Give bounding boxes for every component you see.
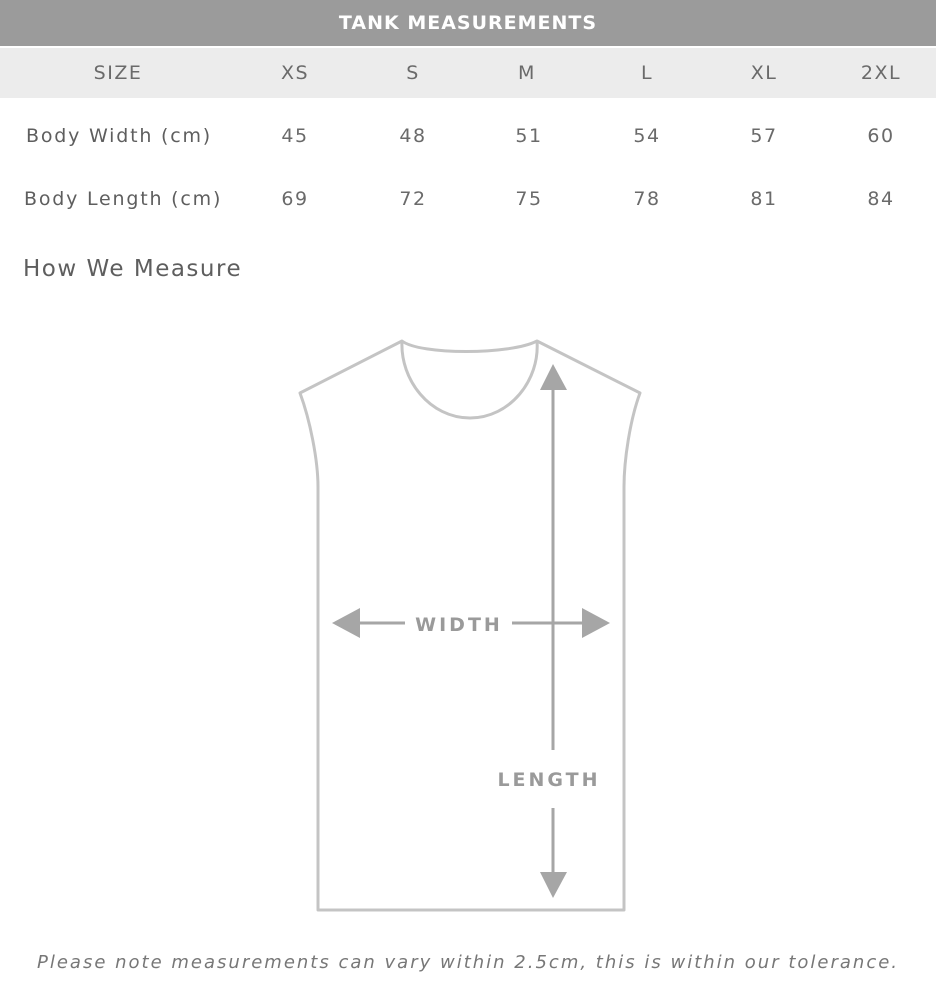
size-2xl: 2XL: [860, 62, 902, 84]
how-we-measure-heading: How We Measure: [23, 256, 243, 282]
size-m: M: [518, 62, 536, 84]
size-l: L: [640, 62, 654, 84]
width-arrow-right-head: [582, 608, 610, 638]
table-cell: 72: [399, 188, 427, 210]
length-label: LENGTH: [497, 769, 601, 791]
size-header-label: SIZE: [93, 62, 143, 84]
table-cell: 60: [867, 125, 895, 147]
table-cell: 54: [633, 125, 661, 147]
table-cell: 48: [399, 125, 427, 147]
table-cell: 45: [281, 125, 309, 147]
table-cell: 57: [750, 125, 778, 147]
row-label-body-width: Body Width (cm): [26, 125, 213, 147]
length-arrow: [540, 364, 567, 898]
table-cell: 84: [867, 188, 895, 210]
table-title: TANK MEASUREMENTS: [338, 12, 598, 34]
size-xl: XL: [750, 62, 778, 84]
table-cell: 69: [281, 188, 309, 210]
width-arrow-left-head: [332, 608, 360, 638]
length-arrow-bottom-head: [540, 872, 567, 898]
length-arrow-top-head: [540, 364, 567, 390]
width-label: WIDTH: [415, 614, 503, 636]
row-label-body-length: Body Length (cm): [24, 188, 223, 210]
table-cell: 81: [750, 188, 778, 210]
size-xs: XS: [280, 62, 310, 84]
table-cell: 51: [515, 125, 543, 147]
tolerance-note: Please note measurements can vary within 2.5cm, this is within our tolerance.: [36, 952, 900, 973]
size-s: S: [406, 62, 420, 84]
table-cell: 78: [633, 188, 661, 210]
table-cell: 75: [515, 188, 543, 210]
